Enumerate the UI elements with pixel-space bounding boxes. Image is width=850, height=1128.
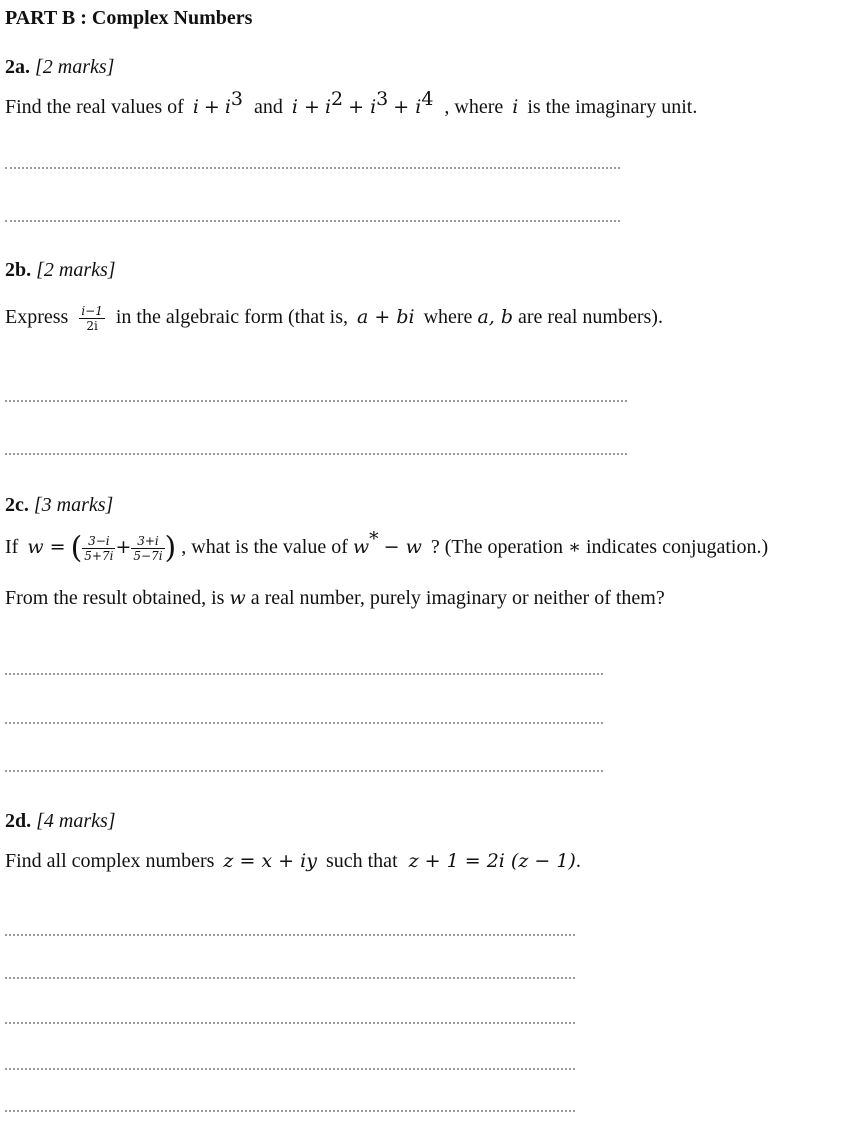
q2c-op: ∗ [568, 536, 581, 559]
question-2b-text [5, 304, 663, 333]
q2c-f2-den: 5−7i [133, 549, 163, 563]
q2c-right-paren: ) [164, 530, 177, 566]
question-2a-heading [5, 56, 114, 79]
q2b-text-2: in the algebraic form (that is, [115, 306, 348, 329]
q2a-expr2-f-exp: 4 [421, 88, 434, 110]
q2a-expr1-i: i [192, 96, 199, 118]
q2d-text-2: such that [325, 850, 398, 872]
question-2c-number: 2c. [5, 494, 29, 516]
q2c-w-eq: w = [27, 536, 66, 559]
q2c-line2-b: a real number, purely imaginary or neither of them? [250, 587, 665, 609]
q2c-expr-star: * [369, 528, 379, 551]
q2a-expr2-e: + [393, 96, 416, 118]
q2b-expr: a + bi [357, 306, 415, 329]
answer-line[interactable] [5, 1068, 575, 1070]
q2a-expr2-d-exp: 3 [376, 88, 389, 110]
q2d-expr-2: z + 1 = 2i (z − 1) [408, 850, 576, 872]
q2c-text-2: , what is the value of [181, 536, 348, 559]
question-2a-text [5, 88, 698, 119]
q2a-var-i: i [512, 96, 519, 118]
q2c-left-paren: ( [70, 530, 83, 566]
q2b-frac-den: 2i [86, 319, 98, 333]
q2a-expr2-c: + [348, 96, 371, 118]
question-2b-number: 2b. [5, 259, 32, 281]
question-2b-heading [5, 259, 116, 282]
q2c-text-4: indicates conjugation.) [585, 536, 769, 559]
q2c-plus: + [115, 536, 132, 559]
answer-line[interactable] [5, 1110, 575, 1112]
q2c-f1-den: 5+7i [84, 549, 114, 563]
answer-line[interactable] [5, 977, 575, 979]
q2a-expr2-d: i [370, 96, 377, 118]
q2b-text-4: are real numbers). [518, 306, 663, 329]
answer-line[interactable] [5, 770, 603, 772]
q2a-expr2-b-exp: 2 [331, 88, 344, 110]
question-2d-marks: [4 marks] [36, 810, 116, 832]
q2c-fraction-1 [82, 534, 115, 563]
q2c-f2-num: 3+i [131, 534, 164, 549]
q2a-expr1-base: i [224, 96, 231, 118]
q2c-text-1: If [5, 536, 19, 559]
part-title: PART B : Complex Numbers [5, 7, 253, 29]
answer-line[interactable] [5, 722, 603, 724]
question-2c-text-line2 [5, 587, 665, 610]
question-2b-marks: [2 marks] [36, 259, 116, 281]
question-2a-marks: [2 marks] [35, 56, 115, 78]
answer-line[interactable] [5, 673, 603, 675]
q2c-line2-w: w [229, 587, 246, 609]
question-2c-text [5, 528, 769, 566]
q2c-expr-rest: − w [383, 536, 422, 559]
q2a-text-2: , where [444, 96, 504, 118]
question-2d-heading [5, 810, 116, 833]
q2a-expr2-b: i [324, 96, 332, 118]
question-2c-marks: [3 marks] [33, 494, 114, 516]
q2b-vars: a, b [477, 306, 514, 329]
q2a-text-3: is the imaginary unit. [527, 96, 698, 118]
q2d-text-1: Find all complex numbers [5, 850, 215, 872]
q2a-expr2-a: i + [291, 96, 320, 118]
q2a-expr2-f: i [415, 96, 422, 118]
question-2a-number: 2a. [5, 56, 30, 78]
q2c-fraction-2 [131, 534, 164, 563]
q2d-expr-1: z = x + iy [223, 850, 317, 872]
answer-line[interactable] [5, 400, 627, 402]
q2b-text-1: Express [5, 306, 69, 329]
q2c-text-3: ? (The operation [430, 536, 564, 559]
q2c-expr-w: w [352, 536, 370, 559]
question-2d-text [5, 850, 581, 873]
q2c-line2-a: From the result obtained, is [5, 587, 225, 609]
q2c-f1-num: 3−i [82, 534, 115, 549]
question-2c-heading [5, 494, 113, 517]
q2a-expr1-exp: 3 [230, 88, 244, 110]
q2a-and: and [254, 96, 283, 118]
q2b-text-3: where [423, 306, 473, 329]
question-2d-number: 2d. [5, 810, 32, 832]
answer-line[interactable] [5, 934, 575, 936]
q2a-expr1-plus: + [203, 96, 220, 118]
q2d-text-3: . [575, 850, 581, 872]
answer-line[interactable] [5, 453, 627, 455]
q2b-frac-num: i−1 [81, 304, 103, 318]
answer-line[interactable] [5, 1022, 575, 1024]
answer-line[interactable] [5, 167, 620, 169]
q2b-fraction [79, 304, 105, 333]
q2a-text-1: Find the real values of [5, 96, 184, 118]
answer-line[interactable] [5, 220, 620, 222]
